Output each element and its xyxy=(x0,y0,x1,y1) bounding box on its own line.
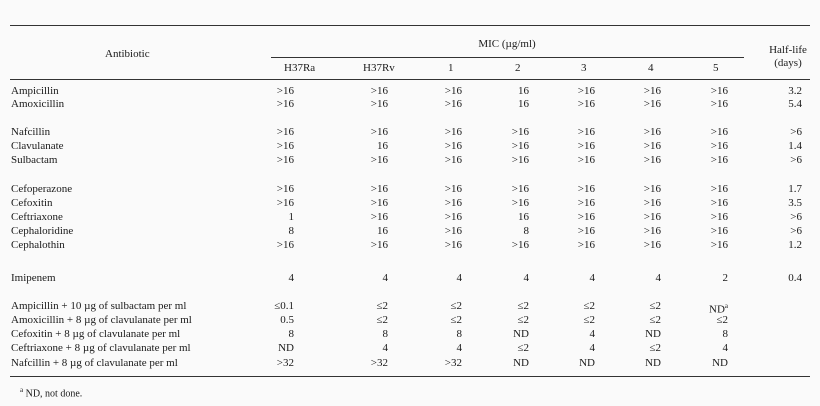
mic-subheader-rule xyxy=(271,57,744,58)
table-row xyxy=(0,272,820,284)
mic-cell: >16 xyxy=(511,140,529,152)
table-header-rule xyxy=(10,79,810,80)
half-life-cell: 1.4 xyxy=(788,140,802,152)
mic-cell: ND xyxy=(579,357,595,369)
antibiotic-name: Amoxicillin + 8 µg of clavulanate per ml xyxy=(11,314,192,326)
antibiotic-name: Clavulanate xyxy=(11,140,64,152)
mic-cell: >16 xyxy=(577,197,595,209)
mic-cell: >16 xyxy=(444,197,462,209)
mic-cell: >16 xyxy=(577,154,595,166)
mic-cell: ≤2 xyxy=(376,314,388,326)
half-life-cell: 3.2 xyxy=(788,85,802,97)
mic-cell: >16 xyxy=(511,239,529,251)
mic-cell: >16 xyxy=(710,239,728,251)
mic-cell: >16 xyxy=(643,140,661,152)
mic-cell: >16 xyxy=(276,140,294,152)
mic-cell: >16 xyxy=(276,98,294,110)
mic-cell: >16 xyxy=(710,197,728,209)
table-row xyxy=(0,357,820,369)
mic-cell: 8 xyxy=(722,328,728,340)
mic-cell: ≤2 xyxy=(583,314,595,326)
mic-cell: 16 xyxy=(518,98,529,110)
mic-cell: >16 xyxy=(577,225,595,237)
antibiotic-name: Ampicillin xyxy=(11,85,59,97)
table-row xyxy=(0,140,820,152)
half-life-cell: >6 xyxy=(790,126,802,138)
table-row xyxy=(0,85,820,97)
mic-cell: ≤2 xyxy=(376,300,388,312)
column-header-h37ra: H37Ra xyxy=(284,62,316,74)
mic-cell: 16 xyxy=(518,211,529,223)
mic-cell: 4 xyxy=(722,342,728,354)
mic-cell: ≤2 xyxy=(450,300,462,312)
mic-cell: 4 xyxy=(655,272,661,284)
antibiotic-name: Ampicillin + 10 µg of sulbactam per ml xyxy=(11,300,187,312)
antibiotic-name: Nafcillin xyxy=(11,126,51,138)
mic-cell: 4 xyxy=(589,342,595,354)
mic-cell: >16 xyxy=(444,183,462,195)
half-life-cell: 0.4 xyxy=(788,272,802,284)
mic-cell: >16 xyxy=(444,225,462,237)
table-row xyxy=(0,239,820,251)
mic-cell: ≤2 xyxy=(450,314,462,326)
table-row xyxy=(0,126,820,138)
table-row xyxy=(0,98,820,110)
antibiotic-name: Cephalothin xyxy=(11,239,65,251)
table-row xyxy=(0,225,820,237)
mic-cell: >16 xyxy=(511,183,529,195)
mic-cell: ≤2 xyxy=(649,342,661,354)
mic-cell: >16 xyxy=(370,183,388,195)
mic-cell: >16 xyxy=(643,211,661,223)
mic-cell: 4 xyxy=(382,272,388,284)
half-life-cell: >6 xyxy=(790,225,802,237)
mic-cell: >16 xyxy=(577,98,595,110)
mic-cell: >16 xyxy=(276,183,294,195)
mic-cell: >16 xyxy=(710,98,728,110)
mic-cell: >16 xyxy=(511,197,529,209)
mic-cell: >16 xyxy=(710,126,728,138)
mic-cell: ND xyxy=(712,357,728,369)
antibiotic-name: Imipenem xyxy=(11,272,56,284)
mic-cell: >16 xyxy=(577,126,595,138)
footnote-marker: a xyxy=(724,302,728,310)
mic-cell: >16 xyxy=(577,85,595,97)
antibiotic-name: Cephaloridine xyxy=(11,225,74,237)
mic-cell: >16 xyxy=(511,126,529,138)
half-life-cell: 3.5 xyxy=(788,197,802,209)
mic-cell: 4 xyxy=(589,328,595,340)
mic-cell: 0.5 xyxy=(280,314,294,326)
mic-cell: >16 xyxy=(444,211,462,223)
mic-cell: >32 xyxy=(276,357,294,369)
mic-cell: >16 xyxy=(643,126,661,138)
table-top-rule xyxy=(10,25,810,26)
mic-cell: ≤2 xyxy=(517,300,529,312)
table-row xyxy=(0,328,820,340)
mic-cell: 8 xyxy=(288,328,294,340)
mic-cell: >16 xyxy=(370,211,388,223)
mic-cell: >16 xyxy=(710,183,728,195)
mic-cell: 4 xyxy=(288,272,294,284)
mic-cell: 8 xyxy=(523,225,529,237)
antibiotic-name: Sulbactam xyxy=(11,154,58,166)
mic-cell: 8 xyxy=(288,225,294,237)
mic-cell: >16 xyxy=(710,85,728,97)
mic-cell: >16 xyxy=(577,211,595,223)
mic-cell: >16 xyxy=(643,183,661,195)
mic-cell: >16 xyxy=(643,239,661,251)
column-header-h37rv: H37Rv xyxy=(363,62,395,74)
table-row xyxy=(0,342,820,354)
mic-cell: >16 xyxy=(444,239,462,251)
mic-cell: 4 xyxy=(523,272,529,284)
mic-cell: >16 xyxy=(276,154,294,166)
mic-cell: 8 xyxy=(456,328,462,340)
mic-cell: >16 xyxy=(370,154,388,166)
mic-cell: ND xyxy=(645,328,661,340)
mic-cell: ND xyxy=(513,328,529,340)
table-row xyxy=(0,183,820,195)
mic-cell: >16 xyxy=(370,197,388,209)
antibiotic-name: Cefoperazone xyxy=(11,183,73,195)
table-bottom-rule xyxy=(10,376,810,377)
antibiotic-name: Cefoxitin xyxy=(11,197,53,209)
mic-cell: >16 xyxy=(511,154,529,166)
footnote-text: ND, not done. xyxy=(25,388,83,400)
half-life-cell: >6 xyxy=(790,154,802,166)
column-header-4: 4 xyxy=(648,62,654,74)
mic-cell: >16 xyxy=(710,154,728,166)
mic-cell: 1 xyxy=(288,211,294,223)
mic-cell: >16 xyxy=(710,140,728,152)
mic-cell: ND xyxy=(645,357,661,369)
half-life-unit-header: (days) xyxy=(774,57,802,69)
mic-cell: ≤0.1 xyxy=(274,300,294,312)
antibiotic-header: Antibiotic xyxy=(105,48,150,60)
mic-cell: >16 xyxy=(643,85,661,97)
table-row xyxy=(0,211,820,223)
mic-cell: >16 xyxy=(370,98,388,110)
mic-cell: 16 xyxy=(518,85,529,97)
mic-cell: >16 xyxy=(643,197,661,209)
column-header-3: 3 xyxy=(581,62,587,74)
mic-cell: 4 xyxy=(589,272,595,284)
mic-cell: >16 xyxy=(370,126,388,138)
antibiotic-name: Amoxicillin xyxy=(11,98,65,110)
mic-cell: 4 xyxy=(456,272,462,284)
mic-cell: >16 xyxy=(276,85,294,97)
mic-cell: >16 xyxy=(444,85,462,97)
mic-cell: >16 xyxy=(370,239,388,251)
mic-cell: 8 xyxy=(382,328,388,340)
mic-cell: >16 xyxy=(276,126,294,138)
table-row xyxy=(0,154,820,166)
mic-cell: >16 xyxy=(370,85,388,97)
mic-cell: ≤2 xyxy=(517,314,529,326)
mic-cell: 4 xyxy=(382,342,388,354)
footnote xyxy=(20,386,82,399)
mic-cell: ≤2 xyxy=(649,314,661,326)
mic-cell: >16 xyxy=(577,239,595,251)
mic-cell: >16 xyxy=(577,140,595,152)
mic-cell: >16 xyxy=(444,126,462,138)
half-life-cell: 1.7 xyxy=(788,183,802,195)
column-header-2: 2 xyxy=(515,62,521,74)
mic-cell: >16 xyxy=(276,239,294,251)
mic-cell: >16 xyxy=(710,211,728,223)
half-life-header: Half-life xyxy=(769,44,807,56)
mic-cell: >16 xyxy=(643,98,661,110)
column-header-5: 5 xyxy=(713,62,719,74)
antibiotic-name: Ceftriaxone xyxy=(11,211,63,223)
footnote-mark: a xyxy=(20,386,24,394)
mic-cell: >32 xyxy=(370,357,388,369)
mic-cell: >32 xyxy=(444,357,462,369)
antibiotic-name: Cefoxitin + 8 µg of clavulanate per ml xyxy=(11,328,181,340)
mic-cell: >16 xyxy=(710,225,728,237)
column-header-1: 1 xyxy=(448,62,454,74)
mic-cell: 4 xyxy=(456,342,462,354)
mic-header: MIC (µg/ml) xyxy=(478,38,536,50)
mic-cell: >16 xyxy=(444,98,462,110)
table-row xyxy=(0,314,820,326)
mic-cell: >16 xyxy=(444,140,462,152)
antibiotic-name: Ceftriaxone + 8 µg of clavulanate per ml xyxy=(11,342,191,354)
mic-cell: 16 xyxy=(377,225,388,237)
mic-cell: >16 xyxy=(577,183,595,195)
antibiotic-name: Nafcillin + 8 µg of clavulanate per ml xyxy=(11,357,178,369)
mic-cell: >16 xyxy=(276,197,294,209)
mic-cell: >16 xyxy=(643,225,661,237)
table-row xyxy=(0,197,820,209)
mic-cell: 16 xyxy=(377,140,388,152)
mic-cell: >16 xyxy=(444,154,462,166)
mic-cell: $ND^a$ xyxy=(709,302,728,316)
mic-cell: ND xyxy=(513,357,529,369)
half-life-cell: 1.2 xyxy=(788,239,802,251)
half-life-cell: 5.4 xyxy=(788,98,802,110)
mic-cell: >16 xyxy=(643,154,661,166)
mic-cell: ≤2 xyxy=(583,300,595,312)
mic-cell: ≤2 xyxy=(716,314,728,326)
mic-cell: 2 xyxy=(722,272,728,284)
table-row xyxy=(0,300,820,316)
mic-cell: ≤2 xyxy=(517,342,529,354)
mic-cell: ND xyxy=(278,342,294,354)
half-life-cell: >6 xyxy=(790,211,802,223)
mic-cell: ≤2 xyxy=(649,300,661,312)
